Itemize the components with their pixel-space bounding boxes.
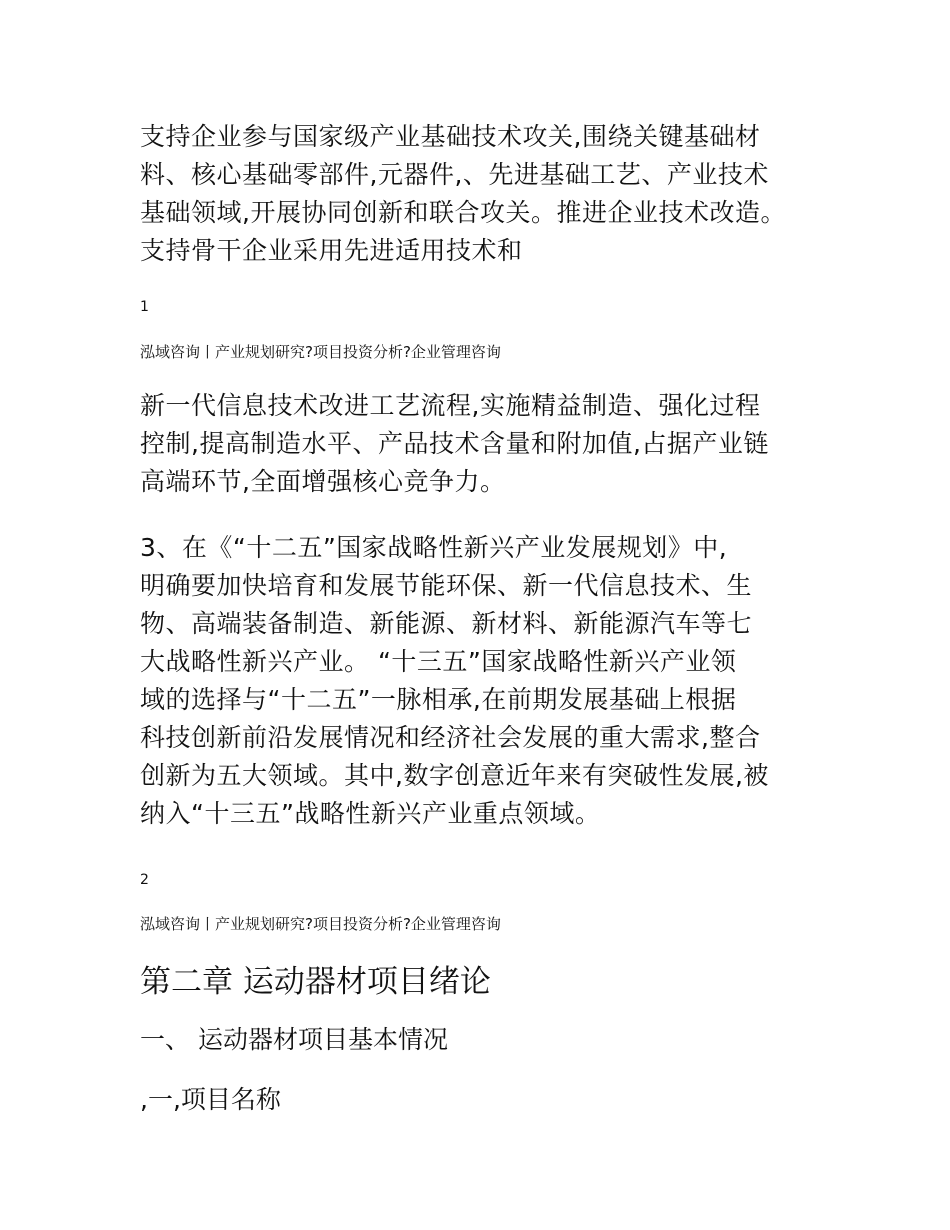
paragraph-line: 高端环节,全面增强核心竞争力。 <box>140 467 506 496</box>
paragraph-line: 纳入“十三五”战略性新兴产业重点领域。 <box>140 799 601 828</box>
paragraph-line: 科技创新前沿发展情况和经济社会发展的重大需求,整合 <box>140 723 761 752</box>
paragraph-line: 明确要加快培育和发展节能环保、新一代信息技术、生 <box>140 571 753 600</box>
paragraph-line: 物、高端装备制造、新能源、新材料、新能源汽车等七 <box>140 609 753 638</box>
paragraph-1 <box>140 118 786 270</box>
subsection-heading: ,一,项目名称 <box>140 1085 281 1114</box>
paragraph-3 <box>140 529 769 833</box>
page-number: 1 <box>140 299 149 315</box>
paragraph-line: 基础领域,开展协同创新和联合攻关。推进企业技术改造。 <box>140 198 786 227</box>
paragraph-line: 3、在《“十二五”国家战略性新兴产业发展规划》中, <box>140 533 728 562</box>
paragraph-line: 域的选择与“十二五”一脉相承,在前期发展基础上根据 <box>140 685 737 714</box>
section-heading: 一、 运动器材项目基本情况 <box>140 1025 448 1054</box>
paragraph-line: 大战略性新兴产业。 “十三五”国家战略性新兴产业领 <box>140 647 737 676</box>
paragraph-line: 支持骨干企业采用先进适用技术和 <box>140 236 523 265</box>
paragraph-2 <box>140 387 769 501</box>
running-header: 泓域咨询丨产业规划研究?项目投资分析?企业管理咨询 <box>140 915 501 933</box>
paragraph-line: 新一代信息技术改进工艺流程,实施精益制造、强化过程 <box>140 391 761 420</box>
page-number: 2 <box>140 872 149 888</box>
paragraph-line: 控制,提高制造水平、产品技术含量和附加值,占据产业链 <box>140 429 769 458</box>
chapter-heading: 第二章 运动器材项目绪论 <box>140 964 491 1000</box>
paragraph-line: 创新为五大领域。其中,数字创意近年来有突破性发展,被 <box>140 761 769 790</box>
paragraph-line: 支持企业参与国家级产业基础技术攻关,围绕关键基础材 <box>140 122 761 151</box>
running-header: 泓域咨询丨产业规划研究?项目投资分析?企业管理咨询 <box>140 343 501 361</box>
paragraph-line: 料、核心基础零部件,元器件,、先进基础工艺、产业技术 <box>140 160 769 189</box>
